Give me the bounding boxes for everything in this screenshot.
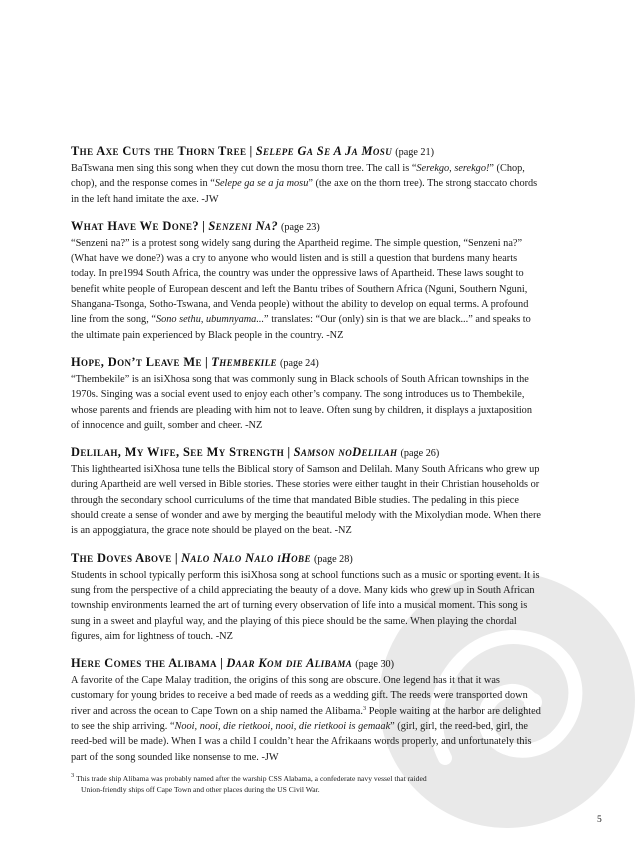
song-title-native: Daar Kom die Alibama — [226, 656, 353, 671]
song-heading — [71, 444, 543, 462]
song-entry-axe — [71, 143, 543, 207]
song-entry-doves — [71, 550, 543, 644]
song-description: This lighthearted isiXhosa tune tells the Biblical story of Samson and Delilah. Many South Africans who grew up during Apartheid are well versed in Bible stories. These stories were either taught in their Christian households or through the secondary school curriculums of the time that mandated Bible studies. The pedaling in this piece should create a sense of wonder and awe by merging the beautiful melody with the Mixolydian mode. When there is an appoggiatura, the grace note should be played on the beat. -NZ — [71, 464, 541, 537]
song-title-english: What Have We Done? — [71, 218, 200, 233]
page-reference: (page 23) — [281, 221, 320, 233]
song-title-english: The Doves Above — [71, 550, 172, 565]
page-reference: (page 30) — [355, 659, 395, 671]
song-title-native: Senzeni Na? — [208, 218, 278, 233]
footnote-marker[interactable]: 3 — [362, 704, 367, 712]
footnote — [71, 773, 541, 795]
song-description: “Thembekile” is an isiXhosa song that was commonly sung in Black schools of South African townships in the 1970s. Singing was a social event used to enjoy each other’s company. The song introduces us to Thembekile, whose parents and friends are pleading with him not to leave. Often sung by children, it displays a juxtaposition of innocence and guilt, somber and cheer. -NZ — [71, 373, 532, 431]
song-title-native: Samson noDelilah — [293, 445, 398, 460]
song-heading — [71, 655, 543, 673]
song-description: A favorite of the Cape Malay tradition, the origins of this song are obscure. One legend has it that it was customary for young brides to receive a bed made of reeds as a wedding gift. The reeds were transported down river and across the ocean to Cape Town on a ship named the Alibama.$^3$ People waiting at the harbor are delighted to see the ship arriving. “Nooi, nooi, die rietkooi, nooi, die rietkooi is gemaak” (girl, girl, the reed-bed, girl, the reed-bed will be made). When I was a child I couldn’t hear the Afrikaans words properly, and unfortunately this part of the song sounded like nonsense to me. -JW — [71, 675, 541, 763]
song-heading — [71, 354, 543, 372]
song-description: Students in school typically perform this isiXhosa song at school functions such as a music or sporting event. It is sung from the perspective of a child appreciating the beauty of a dove. Many kids who grew up in South African township environments learned the art of turning every observation of life into a musical moment. This song is sung in a sweet and playful way, and the playing of this piece should be the same. When playing the chordal figures, aim for lightness of touch. -NZ — [71, 569, 540, 642]
song-title-native: Nalo Nalo Nalo iHobe — [181, 550, 311, 565]
song-title-native: Selepe Ga Se A Ja Mosu — [255, 144, 393, 158]
song-title-english: Hope, Don’t Leave Me — [71, 354, 202, 369]
song-title-english: Here Comes the Alibama — [71, 656, 217, 671]
title-separator: | — [220, 656, 224, 671]
title-separator: | — [174, 550, 178, 565]
title-separator: | — [205, 354, 209, 369]
title-separator: | — [202, 218, 206, 233]
song-notes — [71, 143, 543, 776]
title-separator: | — [249, 144, 253, 158]
song-entry-senzeni — [71, 218, 543, 343]
page-reference: (page 24) — [279, 357, 319, 369]
song-heading — [71, 143, 543, 161]
title-separator: | — [287, 445, 291, 460]
page-reference: (page 28) — [313, 553, 353, 565]
song-title-native: Thembekile — [211, 354, 277, 369]
song-entry-alibama — [71, 655, 543, 765]
song-title-english: The Axe Cuts the Thorn Tree — [71, 144, 247, 158]
page-reference: (page 26) — [400, 448, 440, 460]
footnote-text-line2: Union-friendly ships off Cape Town and other places during the US Civil War. — [81, 785, 320, 794]
footnote-text-line1: This trade ship Alibama was probably named after the warship CSS Alabama, a confederate navy vessel that raided — [76, 774, 427, 783]
song-heading — [71, 218, 543, 236]
song-description: BaTswana men sing this song when they cut down the mosu thorn tree. The call is “Serekgo, serekgo!” (Chop, chop), and the response comes in “Selepe ga se a ja mosu” (the axe on the thorn tree). The strong staccato chords in the left hand imitate the axe. -JW — [71, 163, 538, 205]
song-entry-samson — [71, 444, 543, 538]
page-number: 5 — [597, 815, 602, 825]
song-entry-thembekile — [71, 354, 543, 433]
song-title-english: Delilah, My Wife, See My Strength — [71, 445, 285, 460]
page-reference: (page 21) — [395, 147, 434, 158]
song-heading — [71, 550, 543, 568]
footnote-number: 3 — [71, 772, 75, 779]
song-description: “Senzeni na?” is a protest song widely sang during the Apartheid regime. The simple question, “Senzeni na?” (What have we done?) was a cry to anyone who would listen and is still a question that burdens many hearts today. In pre1994 South Africa, the country was under the oppressive laws of Apartheid. These laws sought to benefit white people of European descent and left the Bantu tribes of Southern Africa (Nguni, Southern Nguni, Shangana-Tsonga, Sotho-Tswana, and Venda people) without the ability to develop on equal terms. A profound line from the song, “Sono sethu, ubumnyama...” translates: “Our (only) sin is that we are black...” and speaks to the ultimate pain experienced by Black people in the country. -NZ — [71, 237, 531, 341]
